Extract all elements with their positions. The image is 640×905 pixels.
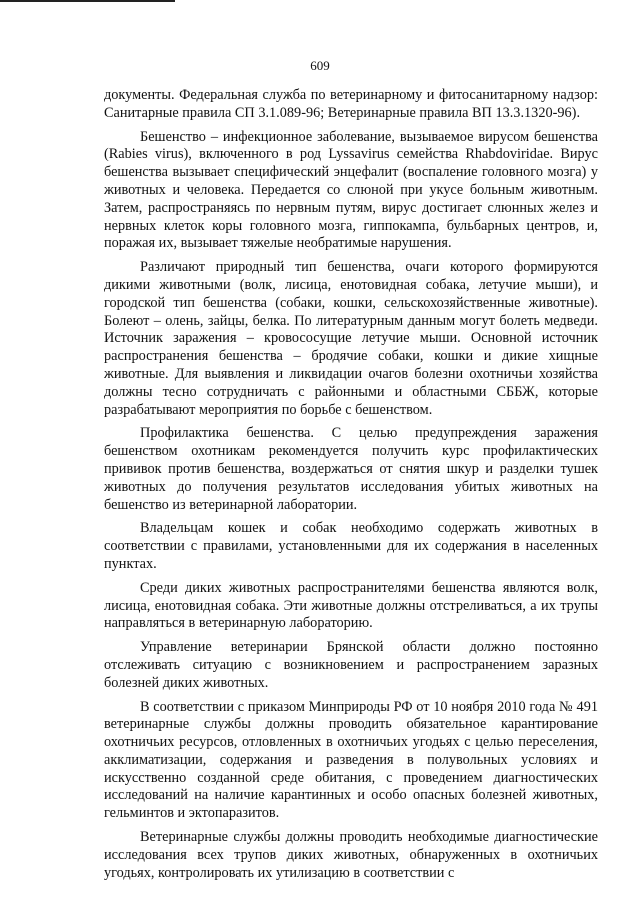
paragraph-diagnostics: Ветеринарные службы должны проводить необходимые диагностические исследования всех трупов диких животных, обнаруженных в охотничьих угодьях, контролировать их утилизацию в соответствии с	[104, 829, 598, 881]
paragraph-rabies-types: Различают природный тип бешенства, очаги которого формируются дикими животными (волк, лисица, енотовидная собака, летучие мыши), и городской тип бешенства (собаки, кошки, сельскохозяйственные животные). Болеют – олень, зайцы, белка. По литературным данным могут болеть медведи. Источник заражения – кровососущие летучие мыши. Основной источник распространения бешенства – бродячие собаки, кошки и дикие хищные животные. Для выявления и ликвидации очагов болезни охотничьи хозяйства должны тесно сотрудничать с районными и областными СББЖ, которые разрабатывают мероприятия по борьбе с бешенством.	[104, 259, 598, 418]
paragraph-wild-carriers: Среди диких животных распространителями бешенства являются волк, лисица, енотовидная собака. Эти животные должны отстреливаться, а их трупы направляться в ветеринарную лабораторию.	[104, 579, 598, 632]
paragraph-rabies-definition: Бешенство – инфекционное заболевание, вызываемое вирусом бешенства (Rabies virus), включенного в род Lyssavirus семейства Rhabdoviridae. Вирус бешенства вызывает специфический энцефалит (воспаление головного мозга) у животных и человека. Передается со слюной при укусе больным животным. Затем, распространяясь по нервным путям, вирус достигает слюнных желез и нервных клеток коры головного мозга, гиппокампа, бульбарных центров, и, поражая их, вызывает тяжелые необратимые нарушения.	[104, 128, 598, 252]
paragraph-prevention: Профилактика бешенства. С целью предупреждения заражения бешенством охотникам рекомендуется получить курс профилактических прививок против бешенства, воздержаться от снятия шкур и разделки тушек животных до получения результатов исследования убитых животных на бешенство из ветеринарной лаборатории.	[104, 425, 598, 513]
paragraph-quarantine-order: В соответствии с приказом Минприроды РФ от 10 ноября 2010 года № 491 ветеринарные службы должны проводить обязательное карантирование охотничьих ресурсов, отловленных в охотничьих угодьях с целью переселения, акклиматизации, содержания и разведения в полувольных условиях и искусственно созданной среде обитания, с проведением диагностических исследований на наличие карантинных и особо опасных болезней животных, гельминтов и эктопаразитов.	[104, 698, 598, 822]
paragraph-continuation: документы. Федеральная служба по ветеринарному и фитосанитарному надзор: Санитарные правила СП 3.1.089-96; Ветеринарные правила ВП 13.3.1320-96).	[104, 87, 598, 121]
top-rule-line	[0, 0, 175, 2]
page-number: 609	[310, 58, 330, 73]
document-body	[104, 87, 598, 882]
paragraph-veterinary-management: Управление ветеринарии Брянской области должно постоянно отслеживать ситуацию с возникновением и распространением заразных болезней диких животных.	[104, 639, 598, 691]
paragraph-pet-owners: Владельцам кошек и собак необходимо содержать животных в соответствии с правилами, установленными для их содержания в населенных пунктах.	[104, 520, 598, 572]
